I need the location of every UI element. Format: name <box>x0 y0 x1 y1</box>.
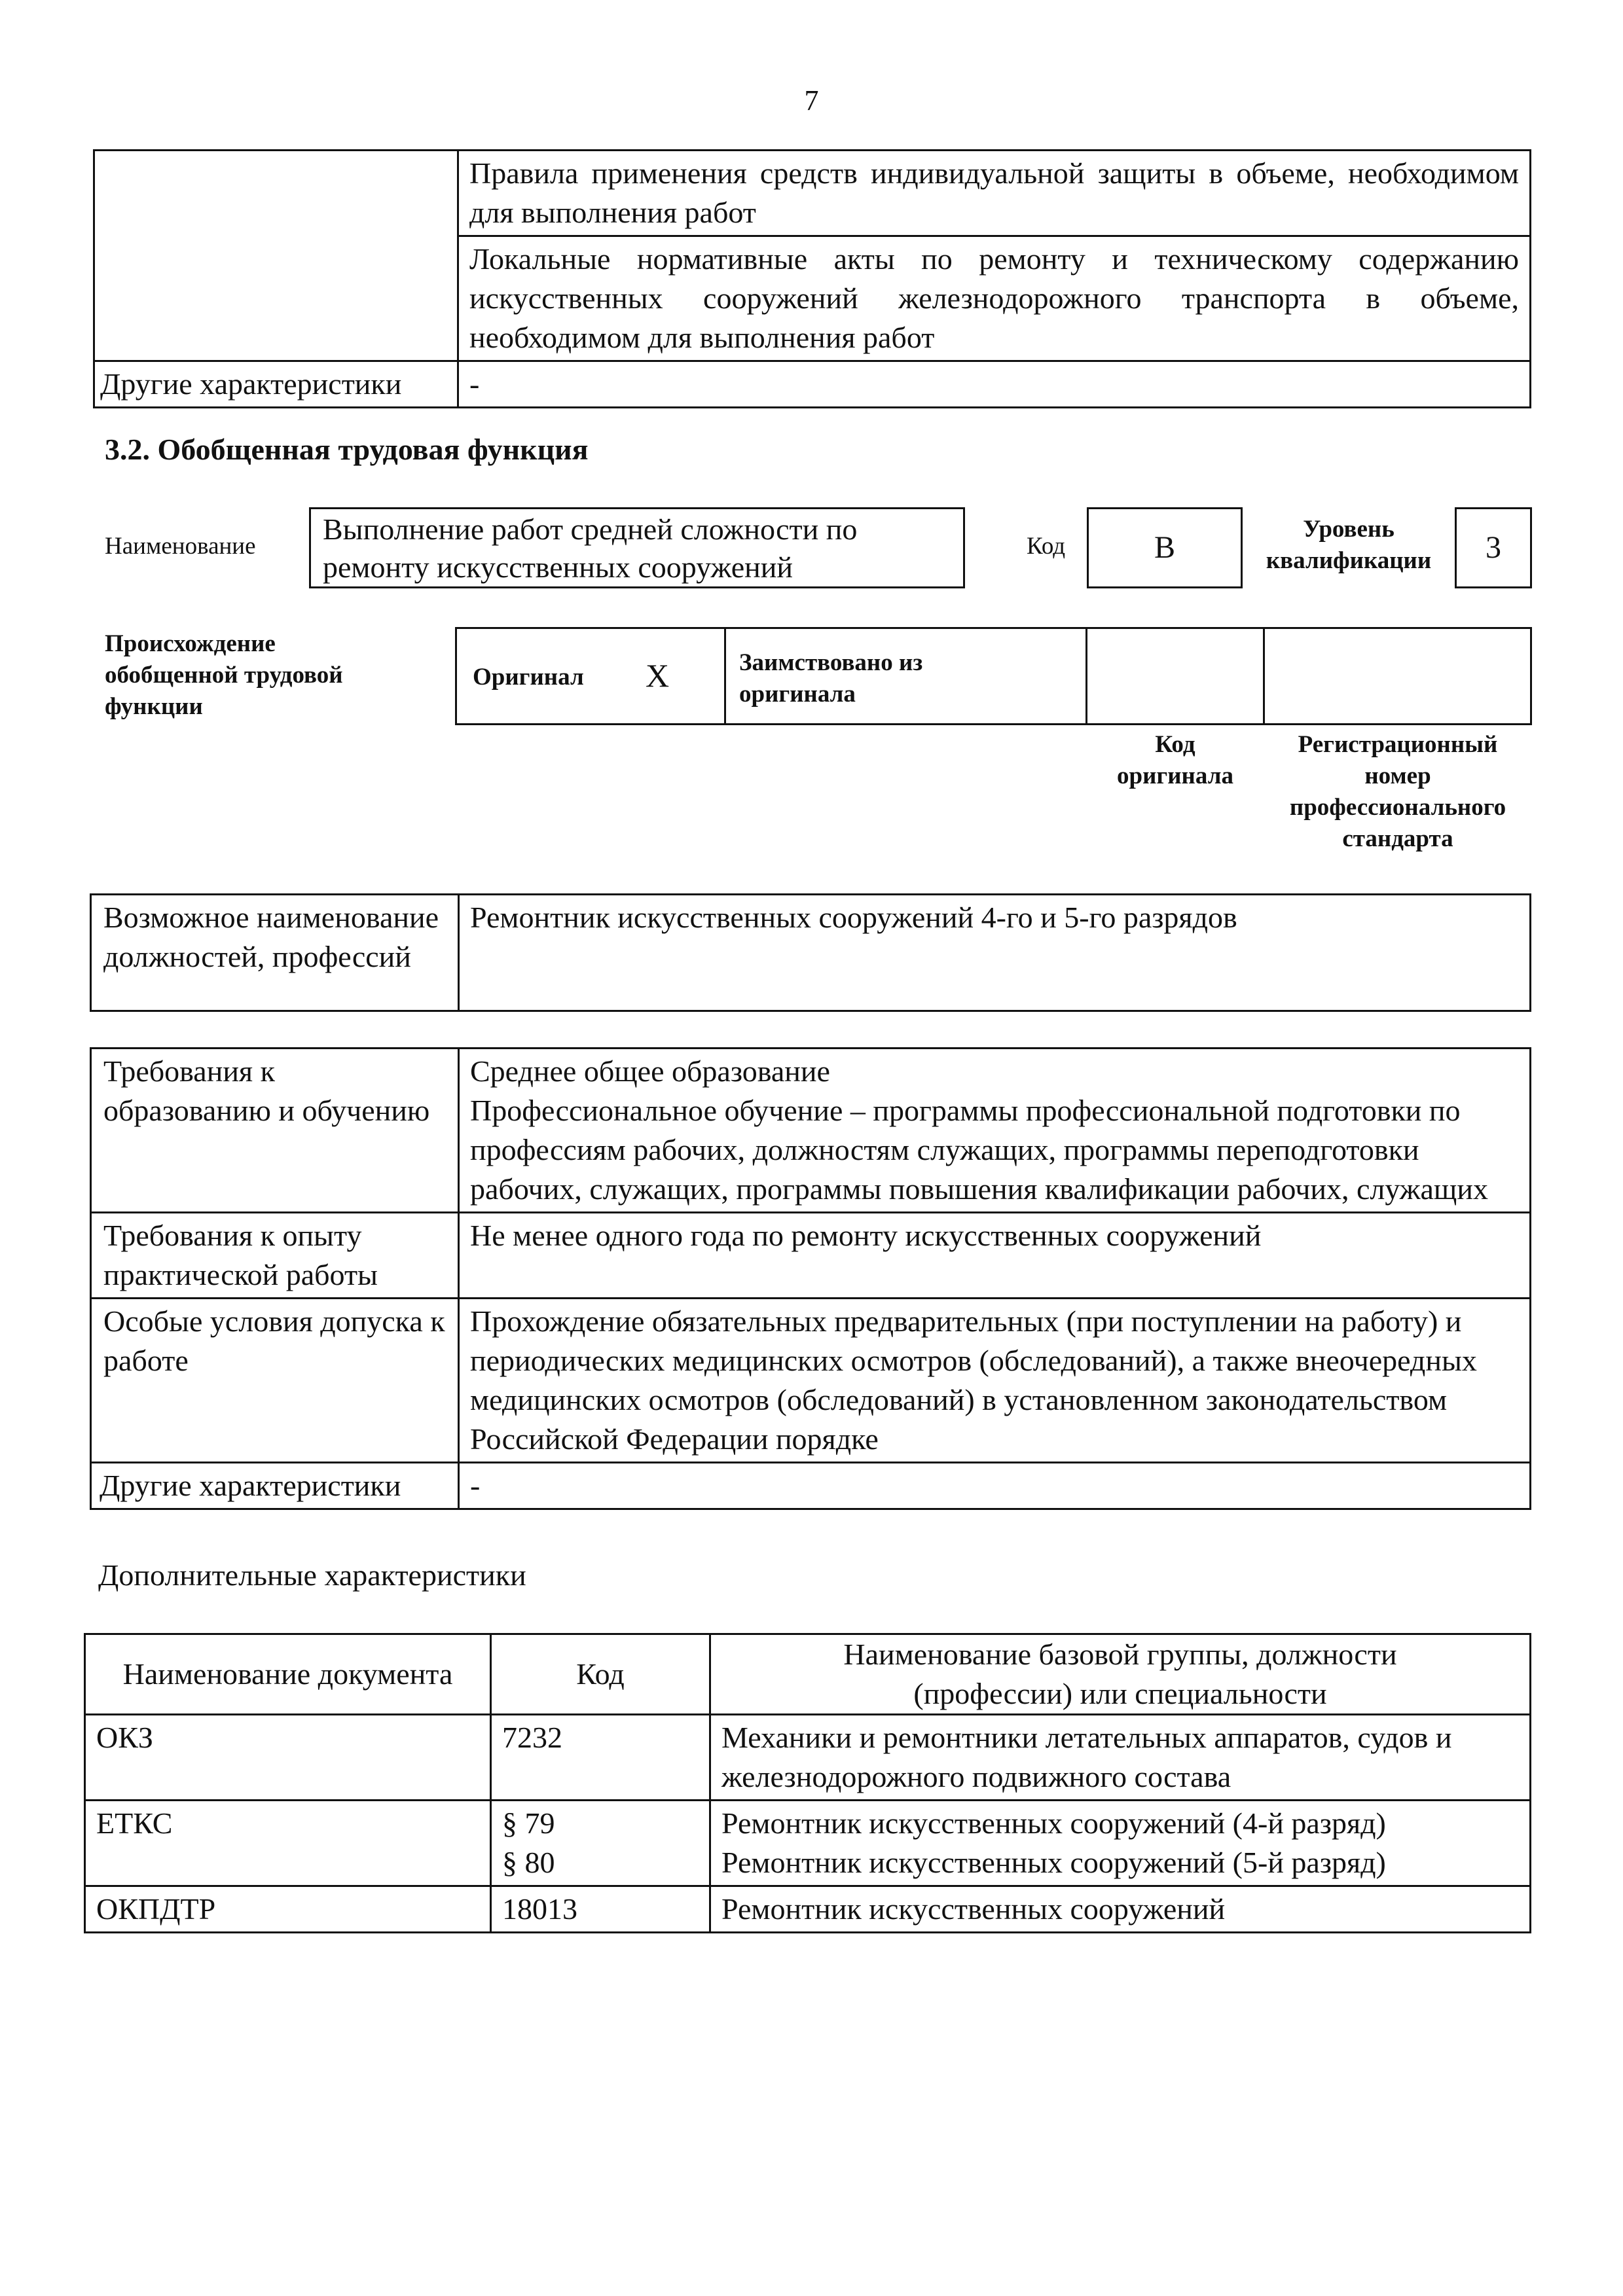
table-cell-label: Требования к образованию и обучению <box>91 1049 459 1213</box>
top-characteristics-table <box>93 149 1531 408</box>
requirement-line: Профессиональное обучение – программы профессиональной подготовки по профессиям рабочих, должностям служащих, программы переподготовки рабочих, служащих, программы повышения квалификации рабочих, служащих <box>470 1094 1488 1206</box>
table-row <box>85 1801 1531 1886</box>
table-cell-value: - <box>459 1463 1531 1509</box>
page-number: 7 <box>804 84 819 117</box>
reg-number-caption: Регистрационный номер профессионального стандарта <box>1289 731 1506 852</box>
name-label: Наименование <box>105 533 256 560</box>
name-line: Ремонтник искусственных сооружений (4-й разряд) <box>721 1806 1386 1840</box>
table-cell-label: Требования к опыту практической работы <box>91 1213 459 1299</box>
code-box <box>1087 507 1243 588</box>
table-cell-code: 18013 <box>491 1886 710 1933</box>
table-row <box>85 1715 1531 1801</box>
header-code: Код <box>491 1634 710 1715</box>
original-mark: X <box>646 657 670 694</box>
table-cell-label: Особые условия допуска к работе <box>91 1299 459 1463</box>
table-row <box>94 361 1531 408</box>
code-line: § 80 <box>502 1846 555 1879</box>
table-cell-doc: ОКЗ <box>85 1715 491 1801</box>
table-cell-value <box>459 1049 1531 1213</box>
code-line: § 79 <box>502 1806 555 1840</box>
code-original-caption: Код оригинала <box>1117 731 1233 789</box>
origin-original-cell <box>455 627 726 725</box>
header-name: Наименование базовой группы, должности (профессии) или специальности <box>710 1634 1531 1715</box>
table-cell-name: Механики и ремонтники летательных аппаратов, судов и железнодорожного подвижного состава <box>710 1715 1531 1801</box>
origin-code-cell <box>1085 627 1265 725</box>
borrowed-label: Заимствовано из оригинала <box>739 649 923 708</box>
table-cell-doc: ЕТКС <box>85 1801 491 1886</box>
table-cell-doc: ОКПДТР <box>85 1886 491 1933</box>
table-row <box>91 895 1531 1011</box>
function-name-value: Выполнение работ средней сложности по ремонту искусственных сооружений <box>323 512 858 584</box>
table-cell-code: 7232 <box>491 1715 710 1801</box>
original-label: Оригинал <box>473 664 584 691</box>
table-cell-name: Ремонтник искусственных сооружений <box>710 1886 1531 1933</box>
level-label: Уровень квалификации <box>1266 516 1432 574</box>
code-value: B <box>1154 530 1175 565</box>
origin-reg-cell <box>1263 627 1532 725</box>
level-value: 3 <box>1486 530 1501 565</box>
code-label: Код <box>1027 533 1066 560</box>
table-row <box>91 1463 1531 1509</box>
table-cell-value: Не менее одного года по ремонту искусственных сооружений <box>459 1213 1531 1299</box>
requirements-table <box>90 1047 1531 1510</box>
name-line: Ремонтник искусственных сооружений (5-й разряд) <box>721 1846 1386 1879</box>
level-box <box>1455 507 1532 588</box>
table-cell-value: Прохождение обязательных предварительных (при поступлении на работу) и периодических медицинских осмотров (обследований), а также внеочередных медицинских осмотров (обследований) в установленном законодательством Российской Федерации порядке <box>459 1299 1531 1463</box>
table-cell-value: - <box>458 361 1531 408</box>
table-cell-value: Правила применения средств индивидуальной защиты в объеме, необходимом для выполнения работ <box>458 151 1531 236</box>
requirement-line: Среднее общее образование <box>470 1054 830 1088</box>
table-cell-label: Другие характеристики <box>91 1463 459 1509</box>
header-doc: Наименование документа <box>85 1634 491 1715</box>
table-row <box>94 151 1531 236</box>
table-row <box>91 1049 1531 1213</box>
table-cell-label: Другие характеристики <box>94 361 458 408</box>
table-cell-label: Возможное наименование должностей, профессий <box>91 895 459 1011</box>
table-cell-value: Локальные нормативные акты по ремонту и техническому содержанию искусственных сооружений железнодорожного транспорта в объеме, необходимом для выполнения работ <box>458 236 1531 361</box>
table-row <box>91 1299 1531 1463</box>
table-header-row <box>85 1634 1531 1715</box>
table-cell-value: Ремонтник искусственных сооружений 4-го и 5-го разрядов <box>459 895 1531 1011</box>
positions-table <box>90 893 1531 1012</box>
additional-heading: Дополнительные характеристики <box>98 1558 526 1592</box>
origin-borrowed-cell <box>724 627 1087 725</box>
table-cell-code <box>491 1801 710 1886</box>
table-row <box>85 1886 1531 1933</box>
section-heading: 3.2. Обобщенная трудовая функция <box>105 433 589 466</box>
origin-label: Происхождение обобщенной трудовой функции <box>105 630 343 720</box>
table-cell-empty <box>94 151 458 361</box>
function-name-box <box>309 507 965 588</box>
table-row <box>91 1213 1531 1299</box>
table-cell-name <box>710 1801 1531 1886</box>
additional-table <box>84 1633 1531 1933</box>
